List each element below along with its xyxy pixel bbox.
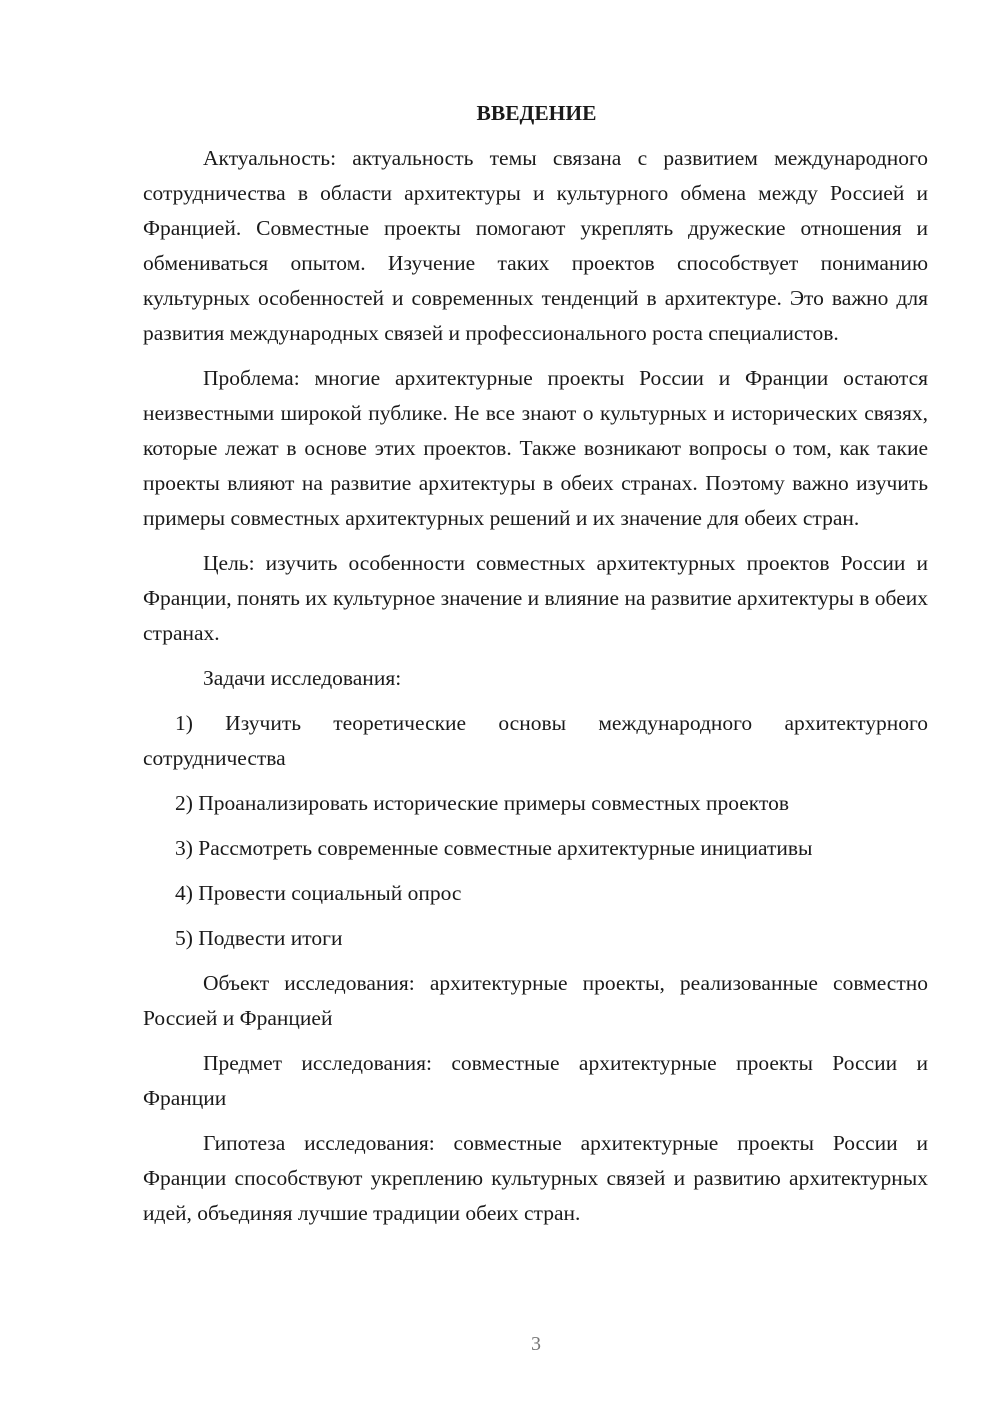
paragraph-problem: Проблема: многие архитектурные проекты России и Франции остаются неизвестными широкой публике. Не все знают о культурных и исторических связях, которые лежат в основе этих проектов. Также возникают вопросы о том, как такие проекты влияют на развитие архитектуры в обеих странах. Поэтому важно изучить примеры совместных архитектурных решений и их значение для обеих стран.: [143, 366, 928, 530]
paragraph-hypothesis: Гипотеза исследования: совместные архитектурные проекты России и Франции способствуют укреплению культурных связей и развитию архитектурных идей, объединяя лучшие традиции обеих стран.: [143, 1131, 928, 1225]
task-item: 1) Изучить теоретические основы международного архитектурного сотрудничества: [143, 711, 928, 770]
paragraph-subject: Предмет исследования: совместные архитектурные проекты России и Франции: [143, 1051, 928, 1110]
task-item: 3) Рассмотреть современные совместные архитектурные инициативы: [175, 836, 813, 860]
document-page: [143, 96, 928, 1241]
section-title: ВВЕДЕНИЕ: [476, 101, 597, 125]
paragraph-relevance: Актуальность: актуальность темы связана с развитием международного сотрудничества в области архитектуры и культурного обмена между Россией и Францией. Совместные проекты помогают укреплять дружеские отношения и обмениваться опытом. Изучение таких проектов способствует пониманию культурных особенностей и современных тенденций в архитектуре. Это важно для развития международных связей и профессионального роста специалистов.: [143, 146, 928, 345]
page-number: 3: [531, 1333, 541, 1355]
task-item: 5) Подвести итоги: [175, 926, 343, 950]
paragraph-object: Объект исследования: архитектурные проекты, реализованные совместно Россией и Францией: [143, 971, 928, 1030]
paragraph-goal: Цель: изучить особенности совместных архитектурных проектов России и Франции, понять их культурное значение и влияние на развитие архитектуры в обеих странах.: [143, 551, 928, 645]
task-item: 2) Проанализировать исторические примеры совместных проектов: [175, 791, 789, 815]
paragraph-tasks-heading: Задачи исследования:: [203, 666, 402, 690]
task-item: 4) Провести социальный опрос: [175, 881, 462, 905]
